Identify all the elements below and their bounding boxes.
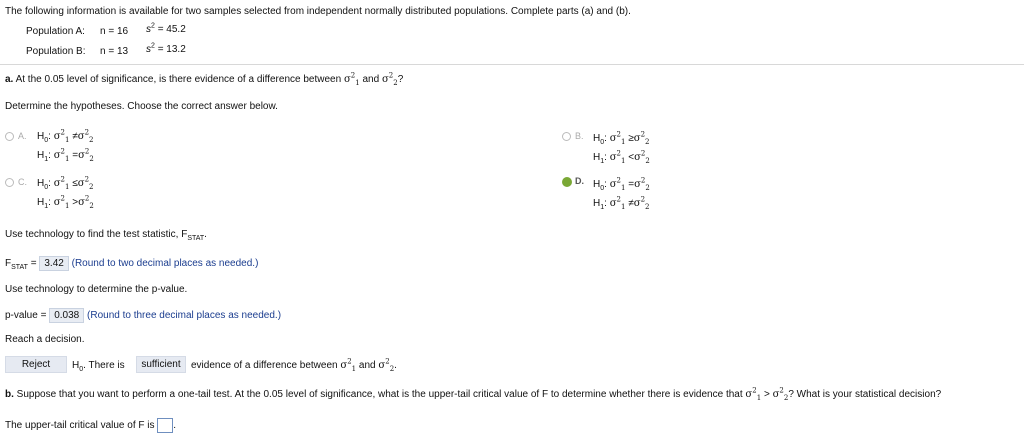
fstat-hint: (Round to two decimal places as needed.) [71,258,259,269]
option-b-h0[interactable]: $H_0$: $\sigma^2_1 \ge\sigma^2_2$ [593,130,650,146]
option-d-letter: D. [575,176,584,186]
option-a-letter: A. [18,131,27,141]
pvalue-hint: (Round to three decimal places as needed.) [87,310,282,321]
decision-prompt: Reach a decision. [5,334,85,345]
fstat-answer[interactable]: 3.42 [39,256,68,271]
option-c-h1[interactable]: $H_1$: $\sigma^2_1 >\sigma^2_2$ [37,194,94,210]
critical-value-input[interactable] [157,418,173,433]
option-a-h0[interactable]: $H_0$: $\sigma^2_1 \ne\sigma^2_2$ [37,128,94,144]
population-b-n: n = 13 [100,46,129,57]
option-c-radio[interactable] [5,178,14,187]
fstat-row: $F_{STAT} = 3.42$ (Round to two decimal places as needed.) [5,258,259,271]
option-a-h1[interactable]: $H_1$: $\sigma^2_1 =\sigma^2_2$ [37,147,94,163]
option-d-h1[interactable]: $H_1$: $\sigma^2_1 \ne\sigma^2_2$ [593,195,650,211]
decision-conclusion: evidence of a difference between $\sigma^2_1$ and $\sigma^2_2$. [191,357,397,373]
part-b-question: b. Suppose that you want to perform a one-tail test. At the 0.05 level of significance, what is the upper-tail critical value of F to determine whether there is evidence that $\sigma^2_1 > \sigma^2_2$? What is your statistical decision? [5,386,942,402]
pvalue-prompt: Use technology to determine the p-value. [5,284,188,295]
decision-text: $H_0$. There is [72,360,125,373]
decision-dropdown[interactable]: Reject [5,356,67,373]
option-c-letter: C. [18,177,27,187]
population-a-n: n = 16 [100,26,129,37]
population-a-variance: $s^2 = 45.2$ [146,22,186,35]
option-c-h0[interactable]: $H_0$: $\sigma^2_1 \le\sigma^2_2$ [37,175,94,191]
evidence-dropdown[interactable]: sufficient [136,356,186,373]
population-b-label: Population B: [26,46,86,57]
fstat-prompt: Use technology to find the test statistic, $F_{STAT}$. [5,229,207,242]
option-b-radio[interactable] [562,132,571,141]
pvalue-row: p-value = 0.038 (Round to three decimal places as needed.) [5,310,282,321]
pvalue-answer[interactable]: 0.038 [49,308,84,323]
option-b-letter: B. [575,131,584,141]
intro-text: The following information is available for two samples selected from independent normally distributed populations. Complete parts (a) and (b). [5,6,631,17]
option-d-checked-icon[interactable] [562,177,572,187]
hypotheses-prompt: Determine the hypotheses. Choose the correct answer below. [5,101,278,112]
divider [0,64,1024,65]
option-a-radio[interactable] [5,132,14,141]
option-b-h1[interactable]: $H_1$: $\sigma^2_1 <\sigma^2_2$ [593,149,650,165]
critical-value-row: The upper-tail critical value of F is . [5,418,176,433]
option-d-h0[interactable]: $H_0$: $\sigma^2_1 =\sigma^2_2$ [593,176,650,192]
part-a-question: a. At the 0.05 level of significance, is there evidence of a difference between $\sigma^2_1$ and $\sigma^2_2$? [5,71,404,87]
population-b-variance: $s^2 = 13.2$ [146,42,186,55]
population-a-label: Population A: [26,26,85,37]
